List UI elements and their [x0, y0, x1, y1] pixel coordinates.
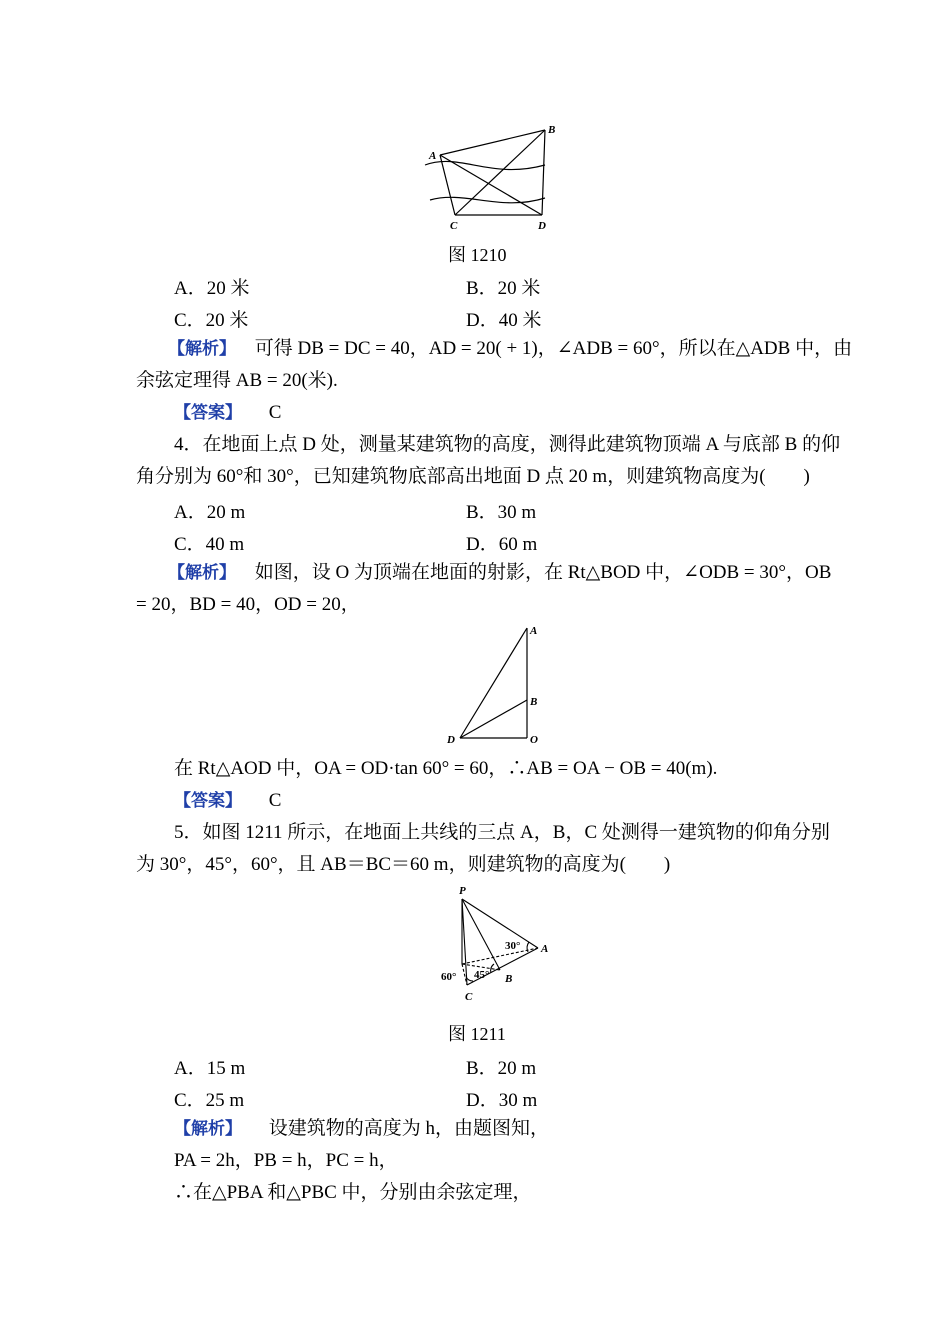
q4-answer-line — [174, 789, 281, 813]
fig2-line-pc — [462, 899, 467, 985]
q5-analysis-text1: 设建筑物的高度为 h，由题图知， — [268, 1118, 550, 1139]
q3-analysis-tag: 【解析】 — [168, 339, 236, 359]
q4-line-da — [460, 628, 527, 738]
figure-1211 — [435, 882, 565, 1007]
fig1-line-ad — [440, 155, 542, 215]
q4-analysis-tag: 【解析】 — [168, 563, 236, 583]
q4-stem-line2: 角分别为 60°和 30°，已知建筑物底部高出地面 D 点 20 m，则建筑物高度为( ) — [136, 466, 810, 487]
fig1-label-b: B — [548, 124, 556, 136]
q3-option-d: D．40 米 — [466, 310, 542, 331]
q3-answer-value: C — [268, 402, 282, 423]
q3-option-c: C．20 米 — [174, 310, 249, 331]
q4-option-b: B．30 m — [466, 502, 537, 523]
q4-label-a: A — [530, 625, 538, 637]
fig2-angle-45: 45° — [474, 969, 490, 981]
q4-answer-tag: 【答案】 — [174, 791, 242, 811]
figure-1210 — [420, 120, 560, 240]
fig1-label-d: D — [538, 220, 546, 232]
fig1-label-c: C — [450, 220, 458, 232]
fig2-label-c: C — [465, 991, 473, 1003]
figure-1210-caption: 图 1210 — [448, 245, 507, 265]
q4-option-d: D．60 m — [466, 534, 538, 555]
q5-stem-line2: 为 30°，45°，60°，且 AB＝BC＝60 m，则建筑物的高度为( ) — [136, 854, 671, 875]
q5-option-a: A．15 m — [174, 1058, 246, 1079]
q4-analysis-line3: 在 Rt△AOD 中，OA = OD·tan 60° = 60，∴AB = OA − OB = 40(m). — [174, 758, 718, 779]
q5-stem-line1: 5．如图 1211 所示，在地面上共线的三点 A，B，C 处测得一建筑物的仰角分别 — [174, 822, 830, 843]
fig2-line-pa — [462, 899, 538, 948]
figure-1211-caption: 图 1211 — [448, 1024, 506, 1044]
q5-option-b: B．20 m — [466, 1058, 537, 1079]
q5-analysis-line2: PA = 2h，PB = h，PC = h， — [174, 1150, 398, 1171]
q5-analysis-line3: ∴在△PBA 和△PBC 中，分别由余弦定理， — [174, 1182, 532, 1203]
q4-label-o: O — [530, 734, 538, 746]
fig2-dash-a — [462, 948, 538, 964]
q4-option-c: C．40 m — [174, 534, 245, 555]
fig2-label-a: A — [541, 943, 549, 955]
q4-analysis-line2: = 20，BD = 40，OD = 20， — [136, 594, 360, 615]
q4-stem-line1: 4．在地面上点 D 处，测量某建筑物的高度，测得此建筑物顶端 A 与底部 B 的仰 — [174, 434, 841, 455]
q5-analysis-line1 — [174, 1117, 549, 1141]
q3-option-b: B．20 米 — [466, 278, 541, 299]
fig2-line-pb — [462, 899, 500, 970]
q3-answer-tag: 【答案】 — [174, 403, 242, 423]
q4-label-d: D — [447, 734, 455, 746]
q3-analysis-line1 — [168, 337, 852, 361]
fig1-river-bottom — [430, 197, 545, 203]
q4-option-a: A．20 m — [174, 502, 246, 523]
q3-option-a: A．20 米 — [174, 278, 250, 299]
q4-line-db — [460, 700, 527, 738]
fig1-label-a: A — [429, 150, 437, 162]
q4-label-b: B — [530, 696, 538, 708]
q3-analysis-line2: 余弦定理得 AB = 20(米). — [136, 370, 338, 391]
fig2-angle-30: 30° — [505, 940, 521, 952]
fig2-label-b: B — [505, 973, 513, 985]
q3-analysis-text1: 可得 DB = DC = 40，AD = 20( + 1)，∠ADB = 60°，所以在△ADB 中，由 — [254, 338, 853, 359]
q4-analysis-line1 — [168, 561, 831, 585]
q4-answer-value: C — [268, 790, 282, 811]
q4-figure — [440, 620, 550, 750]
q4-analysis-text1: 如图，设 O 为顶端在地面的射影，在 Rt△BOD 中，∠ODB = 30°，OB — [254, 562, 832, 583]
fig2-label-p: P — [459, 885, 466, 897]
fig1-line-ac — [440, 155, 455, 215]
q5-analysis-tag: 【解析】 — [174, 1119, 242, 1139]
fig1-line-bd — [542, 130, 545, 215]
q5-option-c: C．25 m — [174, 1090, 245, 1111]
q3-answer-line — [174, 401, 281, 425]
fig2-angle-60: 60° — [441, 971, 457, 983]
q5-option-d: D．30 m — [466, 1090, 538, 1111]
fig1-line-ab — [440, 130, 545, 155]
